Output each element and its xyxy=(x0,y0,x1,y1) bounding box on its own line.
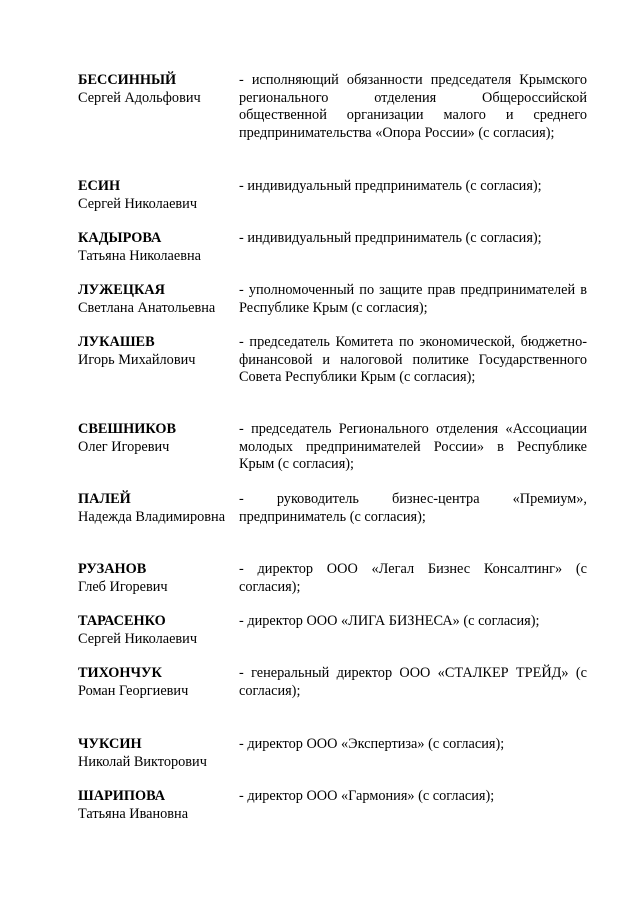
member-given-name: Татьяна Николаевна xyxy=(78,247,201,264)
member-surname: ТАРАСЕНКО xyxy=(78,613,166,629)
member-surname: ШАРИПОВА xyxy=(78,788,166,804)
member-position: - директор ООО «Гармония» (с согласия); xyxy=(239,788,495,804)
member-name xyxy=(78,788,236,823)
member-given-name: Светлана Анатольевна xyxy=(78,299,216,316)
member-position: - руководитель бизнес-центра «Премиум», предприниматель (с согласия); xyxy=(239,491,587,525)
member-surname: ЧУКСИН xyxy=(78,736,142,752)
member-given-name: Роман Георгиевич xyxy=(78,682,189,699)
member-position: - уполномоченный по защите прав предпринимателей в Республике Крым (с согласия); xyxy=(239,282,587,316)
member-name xyxy=(78,282,236,317)
member-position: - директор ООО «ЛИГА БИЗНЕСА» (с согласия); xyxy=(239,613,540,629)
member-given-name: Олег Игоревич xyxy=(78,438,170,455)
member-position: - директор ООО «Экспертиза» (с согласия); xyxy=(239,736,505,752)
member-surname: БЕССИННЫЙ xyxy=(78,72,177,88)
member-given-name: Игорь Михайлович xyxy=(78,351,196,368)
member-surname: ЛУКАШЕВ xyxy=(78,334,155,350)
member-surname: ТИХОНЧУК xyxy=(78,665,162,681)
member-name xyxy=(78,665,236,700)
member-surname: РУЗАНОВ xyxy=(78,561,147,577)
member-surname: ЕСИН xyxy=(78,178,121,194)
member-position: - исполняющий обязанности председателя Крымского регионального отделения Общероссийской общественной организации малого и среднего предпринимательства «Опора России» (с согласия); xyxy=(239,72,587,141)
member-name xyxy=(78,334,236,369)
member-given-name: Николай Викторович xyxy=(78,753,207,770)
member-name xyxy=(78,561,236,596)
member-name xyxy=(78,736,236,771)
member-name xyxy=(78,491,236,526)
member-position: - индивидуальный предприниматель (с согласия); xyxy=(239,178,542,194)
member-surname: ЛУЖЕЦКАЯ xyxy=(78,282,165,298)
member-surname: ПАЛЕЙ xyxy=(78,491,131,507)
member-given-name: Сергей Николаевич xyxy=(78,630,198,647)
member-position: - индивидуальный предприниматель (с согласия); xyxy=(239,230,542,246)
member-given-name: Сергей Николаевич xyxy=(78,195,198,212)
member-name xyxy=(78,178,236,213)
member-given-name: Глеб Игоревич xyxy=(78,578,168,595)
member-name xyxy=(78,421,236,456)
member-position: - генеральный директор ООО «СТАЛКЕР ТРЕЙД» (с согласия); xyxy=(239,665,587,699)
member-given-name: Татьяна Ивановна xyxy=(78,805,189,822)
member-given-name: Надежда Владимировна xyxy=(78,508,226,525)
member-surname: КАДЫРОВА xyxy=(78,230,162,246)
member-name xyxy=(78,230,236,265)
member-given-name: Сергей Адольфович xyxy=(78,89,201,106)
member-name xyxy=(78,613,236,648)
member-surname: СВЕШНИКОВ xyxy=(78,421,177,437)
member-position: - председатель Комитета по экономической, бюджетно-финансовой и налоговой политике Государственного Совета Республики Крым (с согласия); xyxy=(239,334,587,386)
member-position: - председатель Регионального отделения «Ассоциации молодых предпринимателей России» в Республике Крым (с согласия); xyxy=(239,421,587,473)
member-position: - директор ООО «Легал Бизнес Консалтинг» (с согласия); xyxy=(239,561,587,595)
member-name xyxy=(78,72,236,107)
